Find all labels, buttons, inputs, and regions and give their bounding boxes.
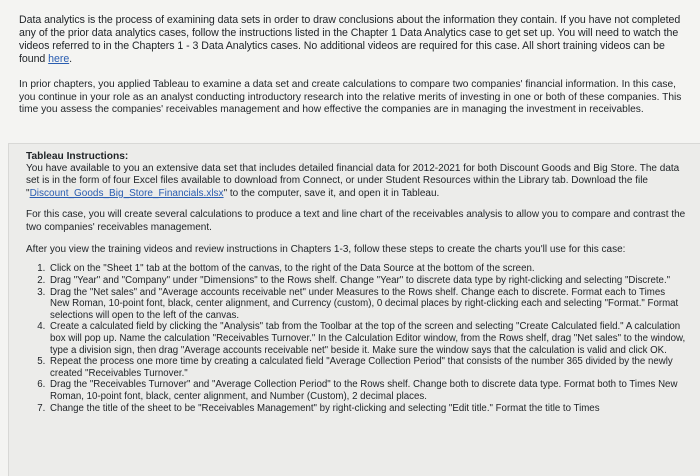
dataset-paragraph [26, 163, 686, 200]
dataset-text: You have available to you an extensive data set that includes detailed financial data for 2012-2021 for both Discount Goods and Big Store. The data set is in the form of four Excel files available to download from Connect, or under Student Resources within the Library tab. Download the file " [26, 163, 680, 199]
step-item: 6. Drag the "Receivables Turnover" and "Average Collection Period" to the Rows shelf. Change both to discrete data type. Format both to Times New Roman, 10-point font, black, center alignment, and Number (Custom), 2 decimal places. [48, 379, 686, 402]
step-item: 4. Create a calculated field by clicking the "Analysis" tab from the Toolbar at the top of the screen and selecting "Create Calculated field." A calculation box will pop up. Name the calculation "Receivables Turnover." In the Calculation Editor window, from the Rows shelf, drag "Net sales" to the window, type a division sign, then drag "Average accounts receivable net" beside it. Make sure the window says that the calculation is valid and click OK. [48, 321, 686, 356]
step-item: 1. Click on the "Sheet 1" tab at the bottom of the canvas, to the right of the Data Source at the bottom of the screen. [48, 263, 686, 275]
training-videos-link[interactable]: here [48, 53, 70, 65]
intro-tail: . [69, 53, 73, 65]
steps-intro-paragraph: After you view the training videos and review instructions in Chapters 1-3, follow these steps to create the charts you'll use for this case: [26, 244, 626, 256]
step-item: 5. Repeat the process one more time by creating a calculated field "Average Collection Period" that consists of the number 365 divided by the newly created "Receivables Turnover." [48, 356, 686, 379]
intro-text: Data analytics is the process of examining data sets in order to draw conclusions about the information they contain. If you have not completed any of the prior data analytics cases, follow the instructions listed in the Chapter 1 Data Analytics case to get set up. You will need to watch the videos referred to in the Chapters 1 - 3 Data Analytics cases. No additional videos are required for this case. All short training videos can be found [19, 14, 681, 65]
step-item: 2. Drag "Year" and "Company" under "Dimensions" to the Rows shelf. Change "Year" to discrete data type by right-clicking and selecting "Discrete." [48, 275, 686, 287]
purpose-paragraph: For this case, you will create several calculations to produce a text and line chart of the receivables analysis to allow you to compare and contrast the two companies' receivables management. [26, 209, 686, 233]
case-background-paragraph: In prior chapters, you applied Tableau to examine a data set and create calculations to compare two companies' financial information. In this case, you continue in your role as an analyst conducting introductory research into the relative merits of investing in one or both of these companies. This time you assess the companies' receivables management and how effective the companies are in managing the investment in receivables. [19, 79, 682, 116]
dataset-file-link[interactable]: Discount_Goods_Big_Store_Financials.xlsx [29, 187, 224, 199]
dataset-text-tail: " to the computer, save it, and open it in Tableau. [223, 187, 440, 199]
instructions-title: Tableau Instructions: [26, 151, 129, 162]
step-item: 3. Drag the "Net sales" and "Average accounts receivable net" under Measures to the Rows shelf. Change each to discrete. Format each to Times New Roman, 10-point font, black, center alignment, and Currency (custom), 0 decimal places by right-clicking each and selecting "Format." Format selections will open to the left of the canvas. [48, 287, 686, 322]
instructions-box [8, 143, 700, 476]
steps-list [26, 263, 686, 414]
intro-paragraph [19, 14, 690, 66]
step-item: 7. Change the title of the sheet to be "Receivables Management" by right-clicking and selecting "Edit title." Format the title to Times [48, 403, 686, 415]
